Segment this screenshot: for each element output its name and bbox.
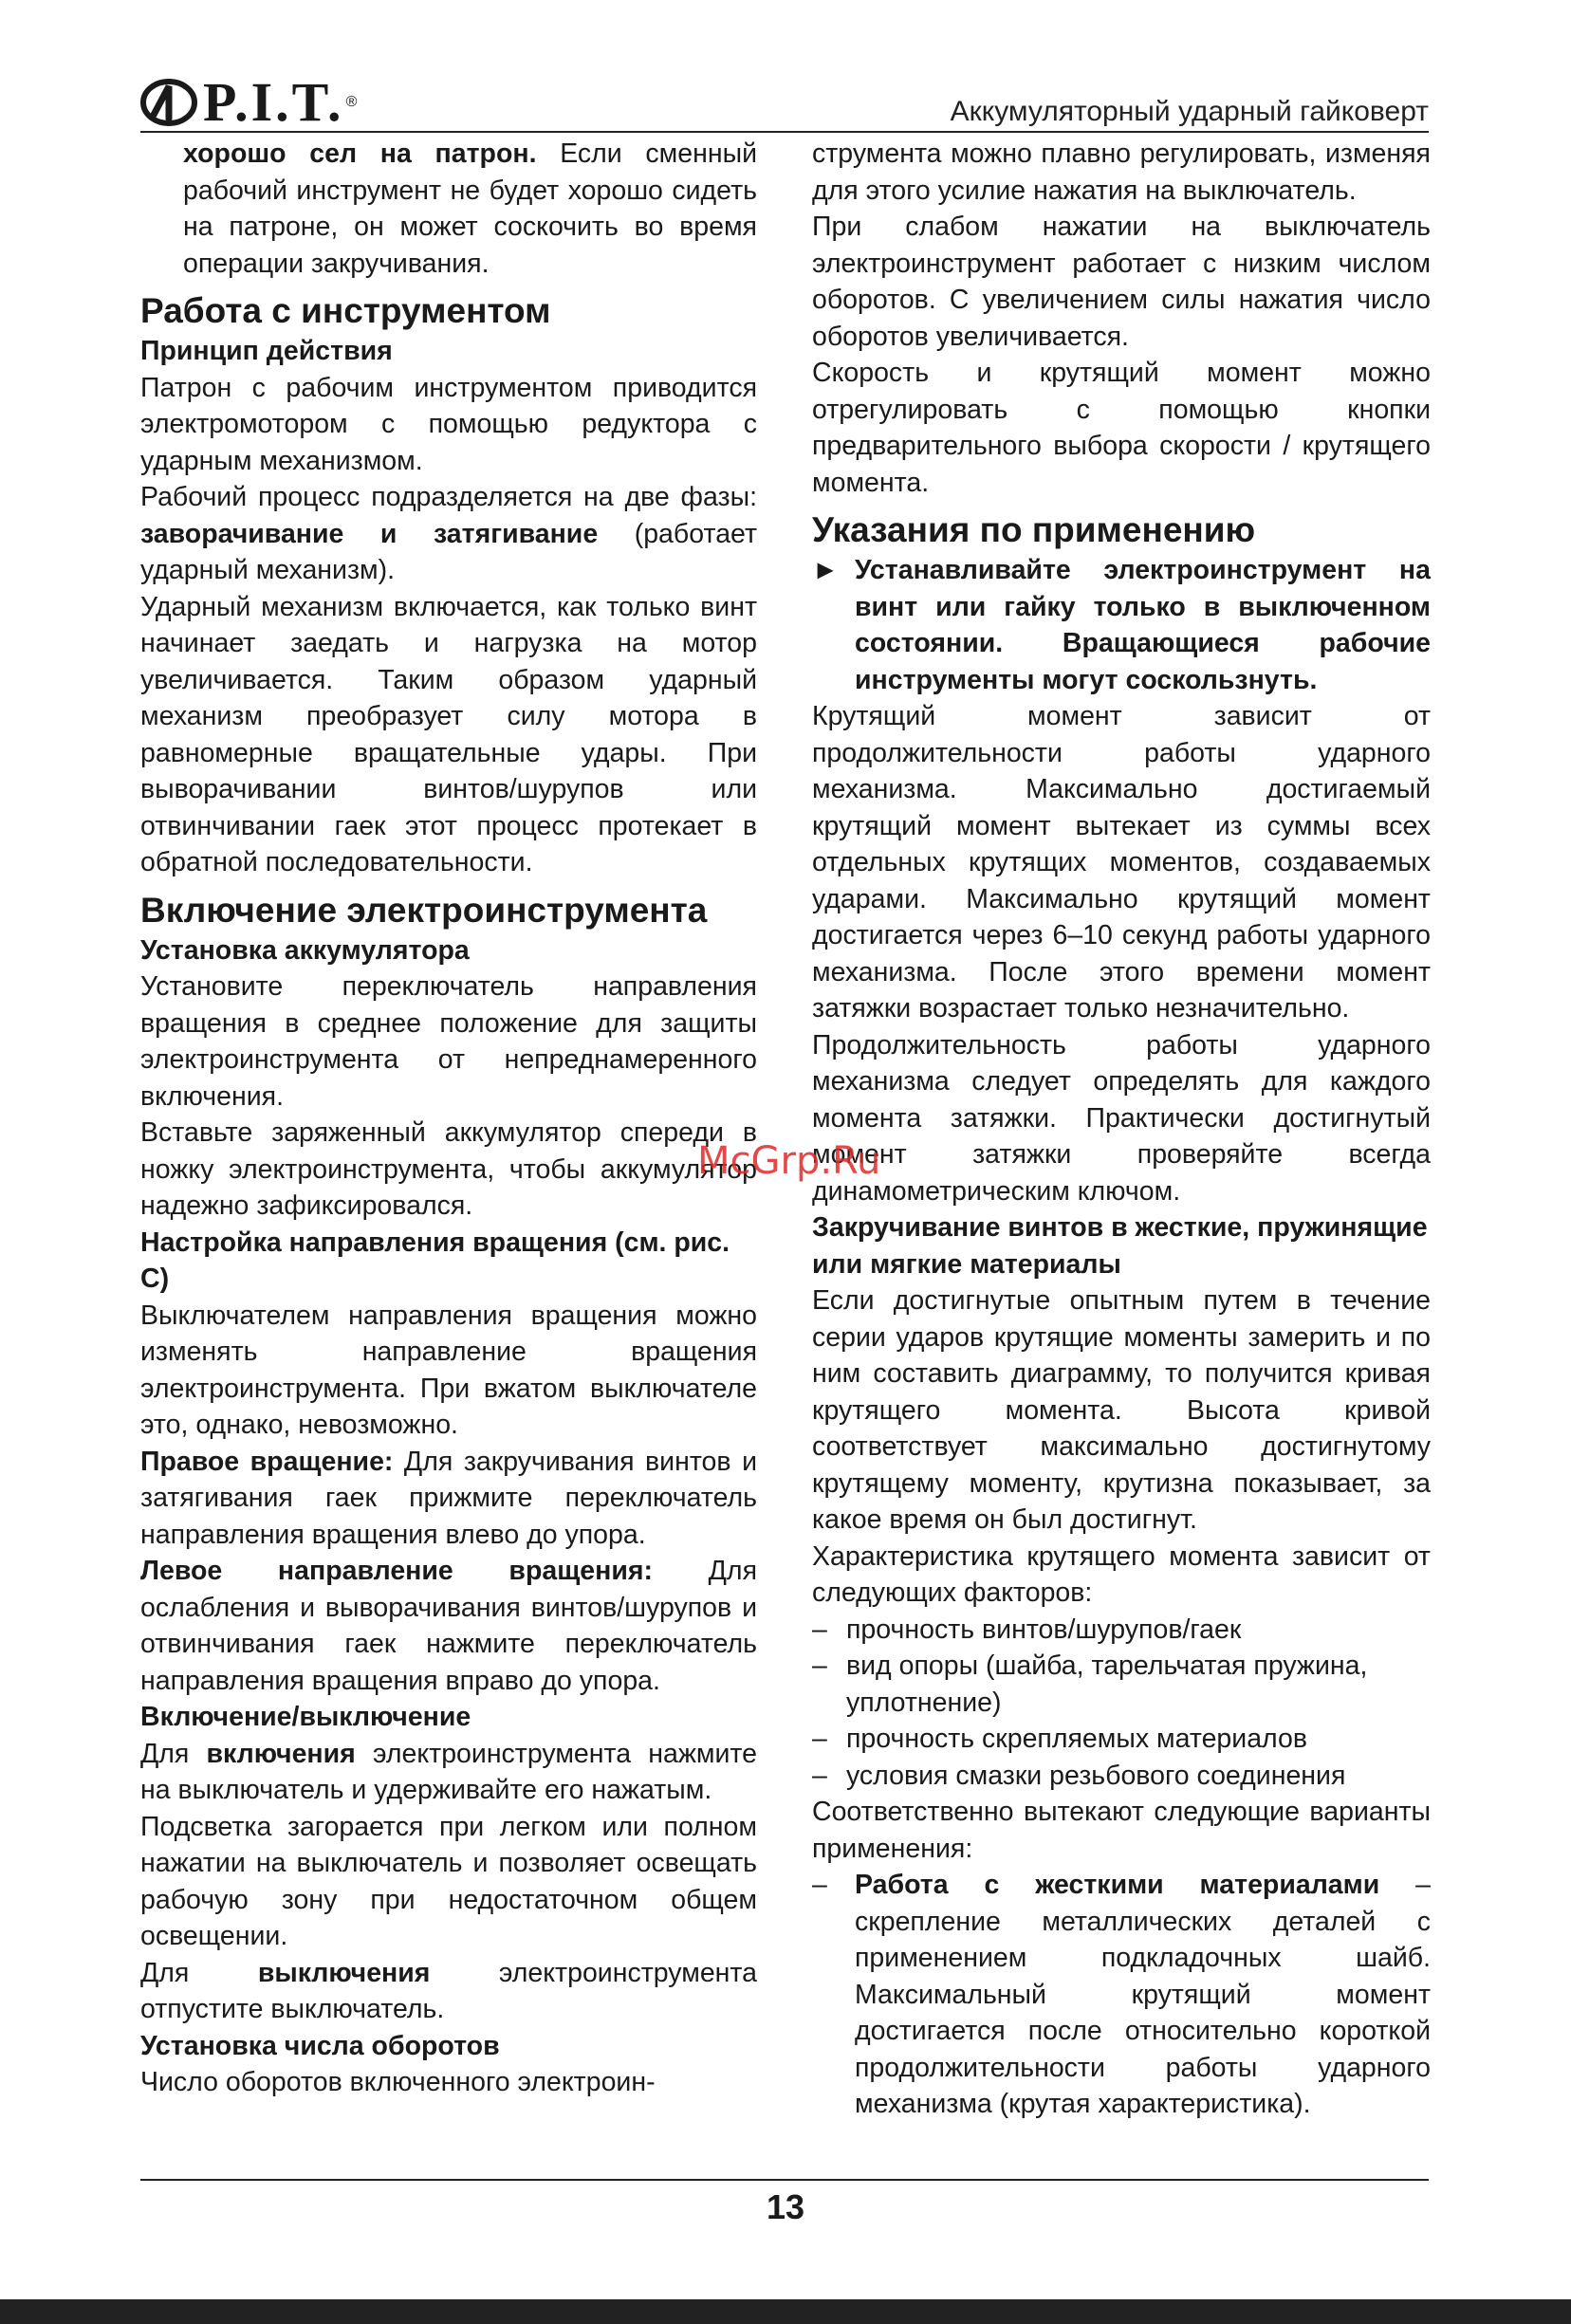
- right-column: [812, 136, 1431, 2123]
- left-column: [140, 136, 757, 2101]
- paragraph: Для включения электроинструмента нажмите на выключатель и удерживайте его нажатым.: [140, 1738, 757, 1805]
- paragraph: Крутящий момент зависит от продолжительности работы ударного механизма. Максимально достигаемый крутящий момент вытекает из суммы всех отдельных крутящих моментов, создаваемых ударами. Максимально крутящий момент достигается через 6–10 секунд работы ударного механизма. После этого времени момент затяжки возрастает только незначительно.: [812, 701, 1431, 1024]
- section-heading-usage: Указания по применению: [812, 510, 1256, 549]
- subheading-speed: Установка числа оборотов: [140, 2030, 500, 2061]
- list-item: – Работа с жесткими материалами – скрепление металлических деталей с применением подкладочных шайб. Максимальный крутящий момент достигается после относительно короткой продолжительности работы ударного механизма (крутая характеристика).: [812, 1870, 1431, 2119]
- footer-divider: [140, 2179, 1429, 2181]
- paragraph: Правое вращение: Для закручивания винтов и затягивания гаек прижмите переключатель направления вращения влево до упора.: [140, 1446, 757, 1550]
- paragraph: Скорость и крутящий момент можно отрегулировать с помощью кнопки предварительного выбора скорости / крутящего момента.: [812, 358, 1431, 498]
- document-title: Аккумуляторный ударный гайковерт: [950, 96, 1429, 127]
- paragraph: Ударный механизм включается, как только винт начинает заедать и нагрузка на мотор увеличивается. Таким образом ударный механизм преобразует силу мотора в равномерные вращательные удары. При выворачивании винтов/шурупов или отвинчивании гаек этот процесс протекает в обратной последовательности.: [140, 591, 757, 877]
- arrow-bullet-icon: ►: [812, 555, 840, 585]
- subheading-on-off: Включение/выключение: [140, 1702, 471, 1732]
- watermark: McGrp.Ru: [697, 1139, 881, 1183]
- list-item: – вид опоры (шайба, тарельчатая пружина, уплотнение): [812, 1651, 1368, 1718]
- paragraph: Продолжительность работы ударного механизма следует определять для каждого момента затяжки. Практически достигнутый момент затяжки проверяйте всегда динамометрическим ключом.: [812, 1029, 1431, 1207]
- list-item: – условия смазки резьбового соединения: [812, 1760, 1346, 1791]
- paragraph: Левое направление вращения: Для ослабления и выворачивания винтов/шурупов и отвинчивания гаек нажмите переключатель направления вращения вправо до упора.: [140, 1556, 757, 1696]
- page-number: 13: [766, 2187, 805, 2226]
- subheading-materials: Закручивание винтов в жесткие, пружинящие или мягкие материалы: [812, 1212, 1428, 1280]
- paragraph: Для выключения электроинструмента отпустите выключатель.: [140, 1957, 757, 2024]
- paragraph: Соответственно вытекают следующие варианты применения:: [812, 1797, 1431, 1864]
- paragraph: Число оборотов включенного электроин-: [140, 2067, 656, 2097]
- paragraph: струмента можно плавно регулировать, изменяя для этого усилие нажатия на выключатель.: [812, 138, 1431, 206]
- subheading-battery: Установка аккумулятора: [140, 934, 470, 966]
- paragraph: Выключателем направления вращения можно изменять направление вращения электроинструмента. При вжатом выключателе это, однако, невозможно.: [140, 1300, 757, 1440]
- pit-logo-icon: [140, 77, 197, 128]
- brand-logo: [140, 71, 358, 133]
- list-item: – прочность скрепляемых материалов: [812, 1724, 1307, 1754]
- paragraph: Рабочий процесс подразделяется на две фазы: заворачивание и затягивание (работает ударный механизм).: [140, 482, 758, 585]
- list-item: – прочность винтов/шурупов/гаек: [812, 1614, 1242, 1645]
- warning-text: Устанавливайте электроинструмент на винт или гайку только в выключенном состоянии. Вращающиеся рабочие инструменты могут соскользнуть.: [855, 555, 1431, 695]
- subheading-principle: Принцип действия: [140, 336, 393, 366]
- paragraph: хорошо сел на патрон. Если сменный рабочий инструмент не будет хорошо сидеть на патроне, он может соскочить во время операции закручивания.: [183, 138, 757, 279]
- paragraph: Патрон с рабочим инструментом приводится электромотором с помощью редуктора с ударным механизмом.: [140, 372, 757, 476]
- paragraph: Вставьте заряженный аккумулятор спереди в ножку электроинструмента, чтобы аккумулятор надежно зафиксировался.: [140, 1117, 757, 1221]
- warning-note: [812, 552, 1431, 698]
- bottom-band: [0, 2299, 1571, 2324]
- brand-name: P.I.T.: [203, 71, 344, 133]
- paragraph: При слабом нажатии на выключатель электроинструмент работает с низким числом оборотов. С увеличением силы нажатия число оборотов увеличивается.: [812, 212, 1431, 352]
- section-heading-work: Работа с инструментом: [140, 291, 551, 330]
- header-divider: [140, 131, 1429, 133]
- paragraph: Подсветка загорается при легком или полном нажатии на выключатель и позволяет освещать рабочую зону при недостаточном общем освещении.: [140, 1811, 757, 1951]
- subheading-direction: Настройка направления вращения (см. рис. C): [140, 1227, 730, 1294]
- paragraph: Характеристика крутящего момента зависит от следующих факторов:: [812, 1540, 1431, 1608]
- paragraph: Если достигнутые опытным путем в течение серии ударов крутящие моменты замерить и по ним составить диаграмму, то получится кривая крутящего момента. Высота кривой соответствует максимально достигнутому крутящему моменту, крутизна показывает, за какое время он был достигнут.: [812, 1285, 1431, 1535]
- section-heading-switch-on: Включение электроинструмента: [140, 890, 708, 930]
- paragraph: Установите переключатель направления вращения в среднее положение для защиты электроинструмента от непреднамеренного включения.: [140, 971, 757, 1112]
- page-header: [140, 66, 1429, 133]
- registered-mark: ®: [345, 94, 358, 110]
